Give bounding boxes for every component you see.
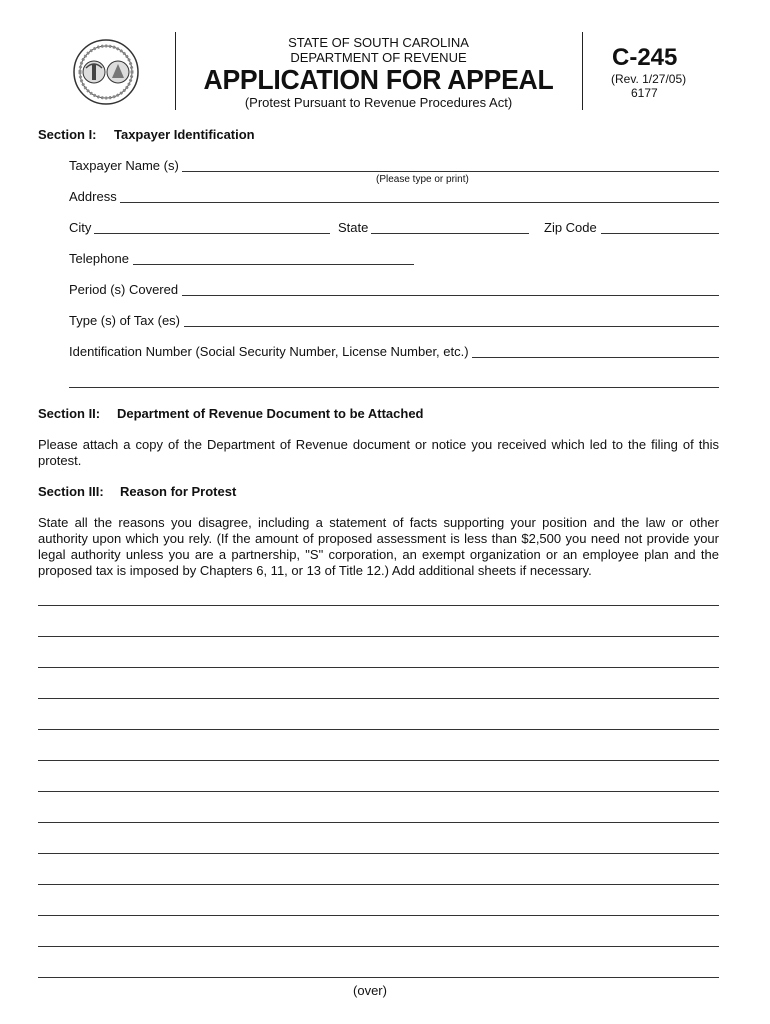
section-2-text: Please attach a copy of the Department of Revenue document or notice you received which led to the filing of this protest.: [38, 437, 719, 468]
section-3-text: State all the reasons you disagree, including a statement of facts supporting your position and the law or other authority upon which you rely. (If the amount of proposed assessment is less than $2,500 you need not provide your legal authority unless you are a partnership, "S" corporation, an exempt organization or an employee plan and the proposed tax is imposed by Chapters 6, 11, or 13 of Title 12.) Add additional sheets if necessary.: [38, 515, 719, 578]
please-type-note: (Please type or print): [376, 174, 469, 185]
period-covered-label: Period (s) Covered: [69, 282, 179, 297]
taxpayer-name-field[interactable]: [182, 171, 719, 172]
reason-line[interactable]: [38, 667, 719, 668]
city-field[interactable]: [94, 233, 330, 234]
header-divider-right: [582, 32, 583, 110]
section-1-number: Section I:: [38, 127, 97, 142]
identification-number-field[interactable]: [472, 357, 719, 358]
over-note: (over): [353, 983, 387, 998]
zip-code-label: Zip Code: [544, 220, 597, 235]
type-of-tax-label: Type (s) of Tax (es): [69, 313, 181, 328]
form-code: 6177: [631, 86, 658, 100]
header-state: STATE OF SOUTH CAROLINA: [288, 35, 469, 50]
reason-line[interactable]: [38, 791, 719, 792]
telephone-field[interactable]: [133, 264, 414, 265]
identification-number-label: Identification Number (Social Security Number, License Number, etc.): [69, 344, 469, 359]
reason-line[interactable]: [38, 605, 719, 606]
state-label: State: [338, 220, 369, 235]
reason-line[interactable]: [38, 760, 719, 761]
reason-line[interactable]: [38, 636, 719, 637]
reason-line[interactable]: [38, 698, 719, 699]
header-department: DEPARTMENT OF REVENUE: [290, 50, 467, 65]
telephone-label: Telephone: [69, 251, 129, 266]
zip-code-field[interactable]: [601, 233, 719, 234]
reason-line[interactable]: [38, 853, 719, 854]
reason-line[interactable]: [38, 822, 719, 823]
section-3-number: Section III:: [38, 484, 104, 499]
address-field[interactable]: [120, 202, 719, 203]
form-number: C-245: [612, 44, 678, 71]
taxpayer-name-label: Taxpayer Name (s): [69, 158, 179, 173]
identification-number-field-2[interactable]: [69, 387, 719, 388]
section-1-title: Taxpayer Identification: [114, 127, 255, 142]
header-subtitle: (Protest Pursuant to Revenue Procedures Act): [244, 95, 513, 110]
state-seal-icon: [72, 38, 140, 106]
page-title: APPLICATION FOR APPEAL: [203, 64, 554, 95]
reason-line[interactable]: [38, 729, 719, 730]
state-field[interactable]: [371, 233, 529, 234]
form-revision: (Rev. 1/27/05): [611, 72, 687, 86]
section-3-title: Reason for Protest: [120, 484, 237, 499]
reason-line[interactable]: [38, 915, 719, 916]
reason-line[interactable]: [38, 946, 719, 947]
section-2-number: Section II:: [38, 406, 101, 421]
section-2-title: Department of Revenue Document to be Attached: [117, 406, 424, 421]
city-label: City: [69, 220, 92, 235]
type-of-tax-field[interactable]: [184, 326, 719, 327]
reason-line[interactable]: [38, 884, 719, 885]
period-covered-field[interactable]: [182, 295, 719, 296]
address-label: Address: [69, 189, 117, 204]
reason-line[interactable]: [38, 977, 719, 978]
